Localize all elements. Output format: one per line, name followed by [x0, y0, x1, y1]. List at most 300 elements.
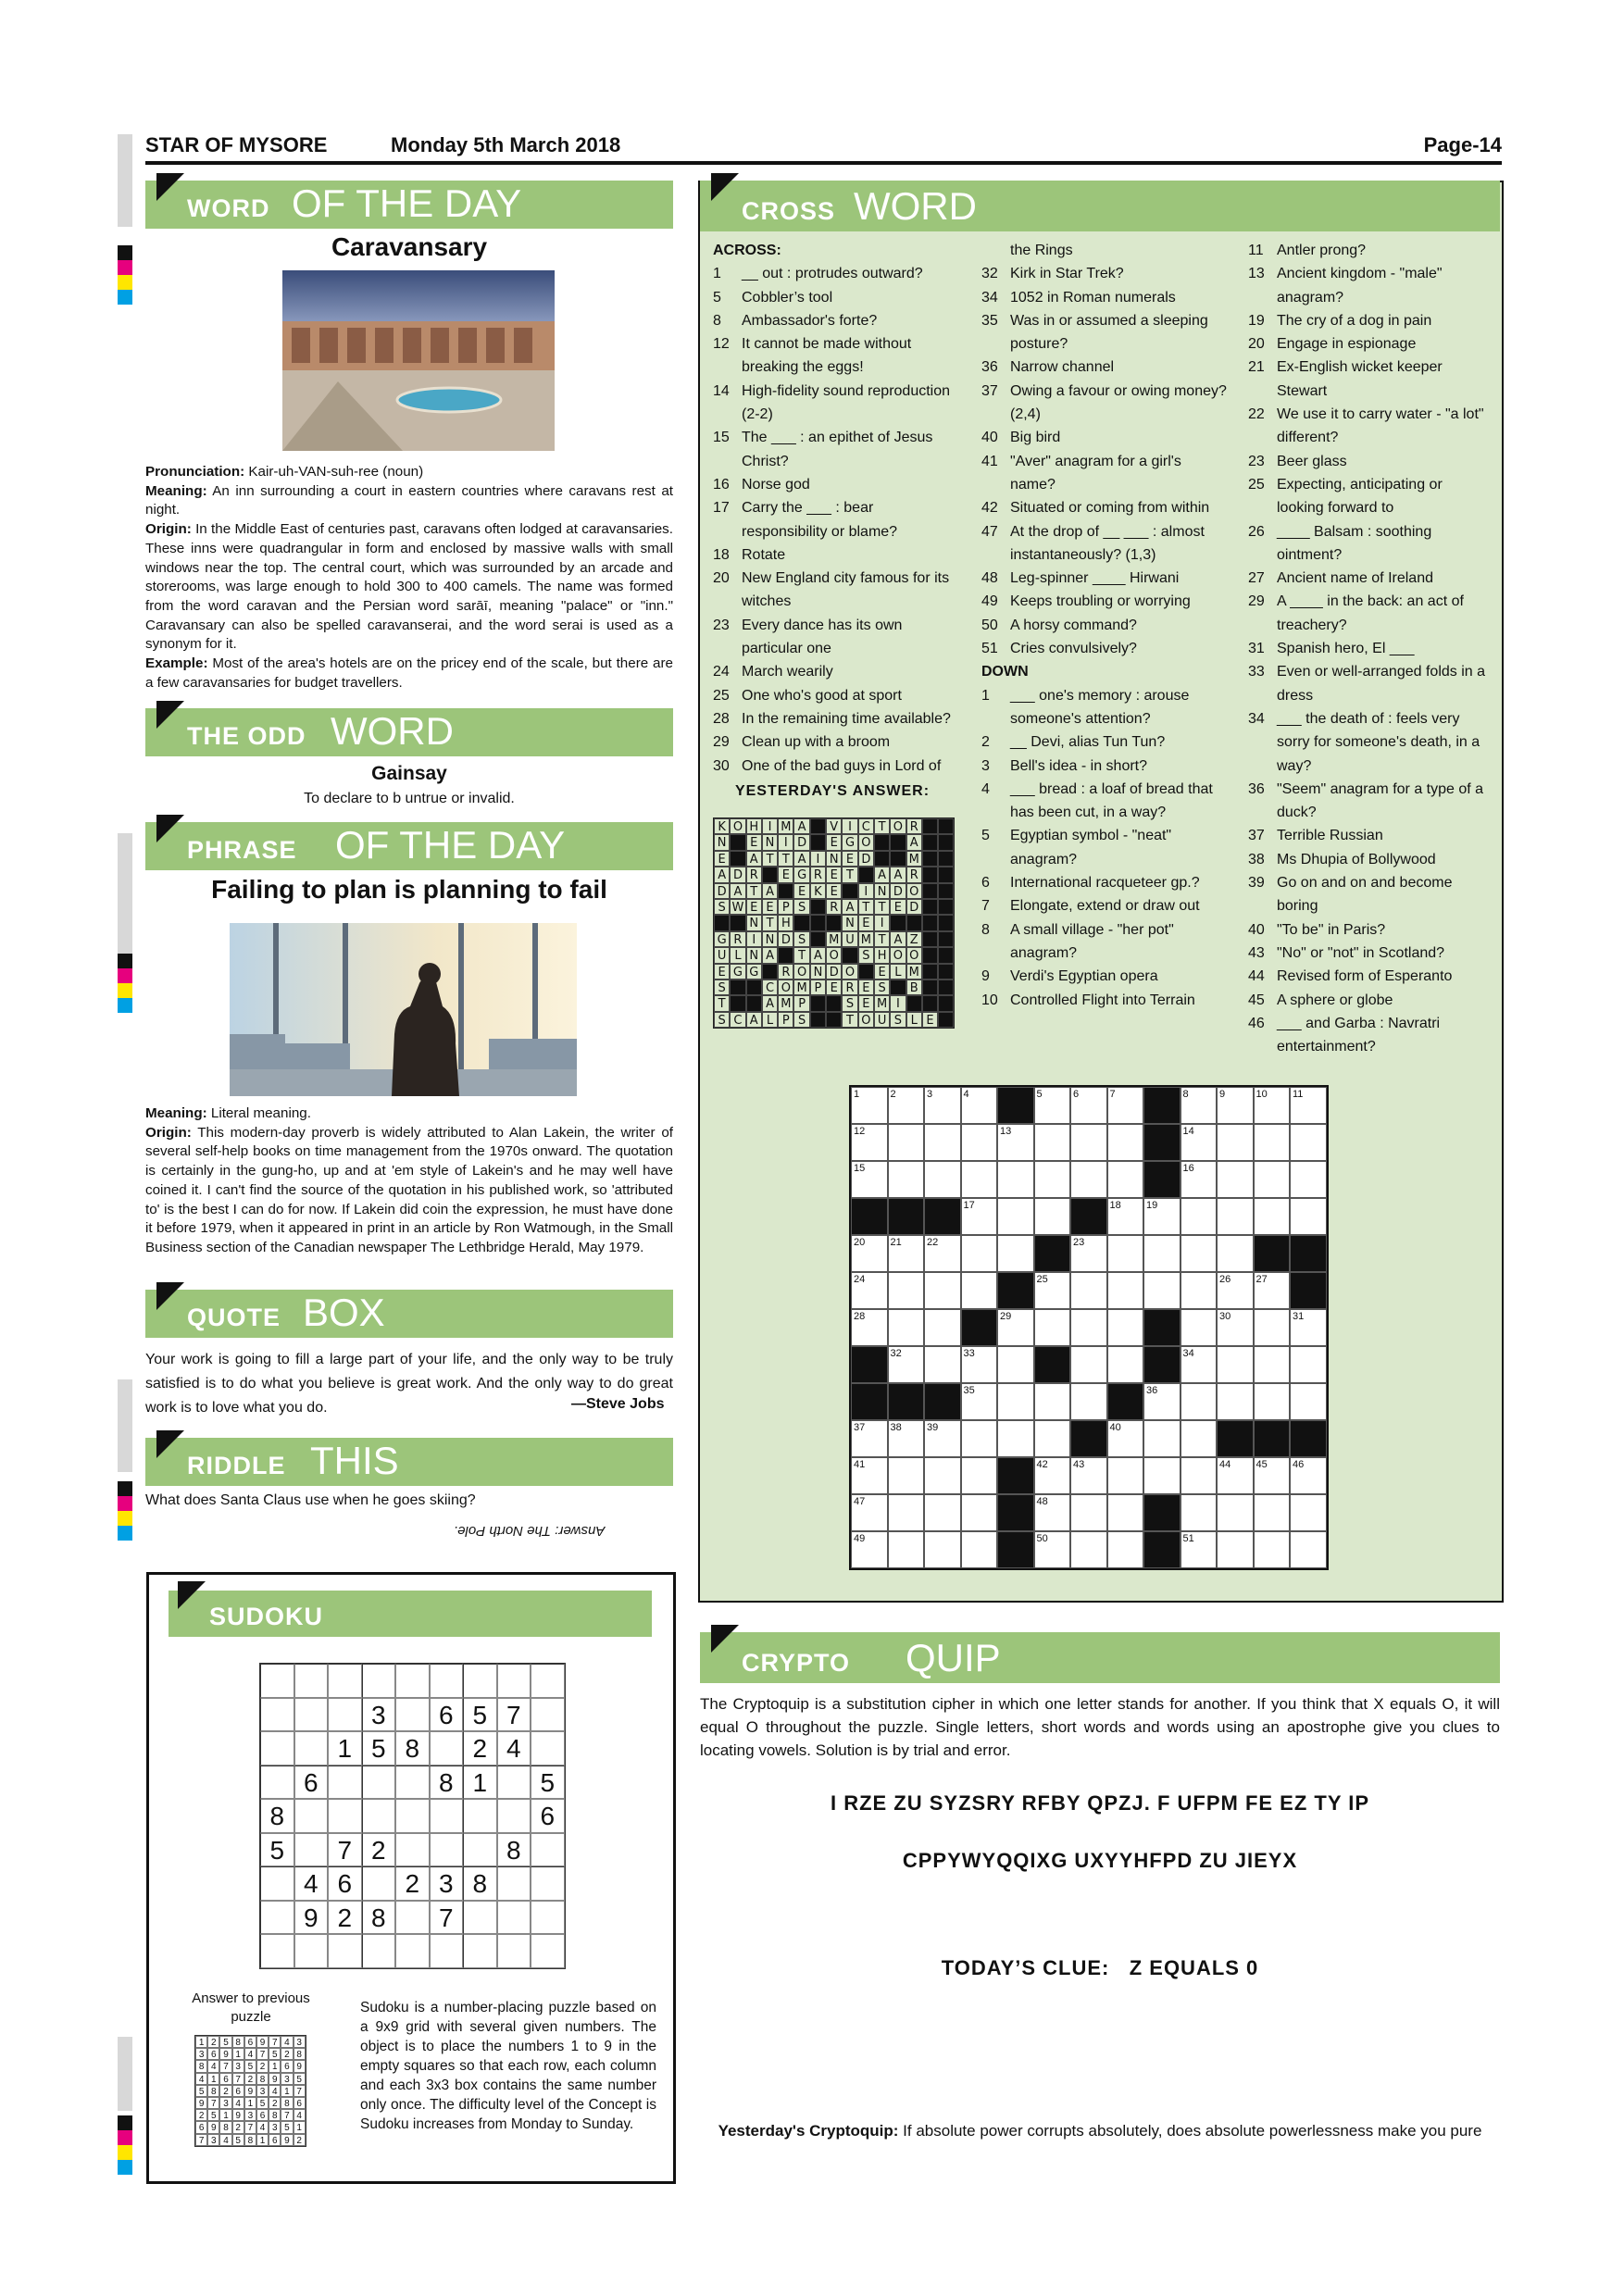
margin-bar	[118, 833, 132, 954]
clue-number: 18	[713, 546, 730, 563]
sudoku-cell[interactable]	[531, 1698, 565, 1732]
crossword-cell[interactable]	[1034, 1087, 1071, 1124]
crossword-cell[interactable]	[1181, 1235, 1218, 1272]
sudoku-cell[interactable]	[531, 1901, 565, 1935]
crossword-cell[interactable]	[1181, 1383, 1218, 1420]
crossword-cell[interactable]	[961, 1235, 998, 1272]
answer-cell: M	[906, 964, 922, 980]
crossword-cell[interactable]	[997, 1124, 1034, 1161]
answer-cell: E	[890, 899, 906, 915]
crossword-cell[interactable]	[851, 1309, 888, 1346]
answer-cell: O	[858, 1012, 874, 1028]
crossword-clue	[1248, 309, 1491, 332]
previous-sudoku-cell: 2	[232, 2121, 244, 2133]
crossword-cell[interactable]	[961, 1346, 998, 1383]
crossword-cell[interactable]	[961, 1457, 998, 1494]
answer-cell: I	[778, 834, 793, 850]
clue-number: 38	[1248, 851, 1265, 867]
cell-number: 6	[1073, 1089, 1080, 1100]
crossword-cell[interactable]	[924, 1309, 961, 1346]
sudoku-cell[interactable]	[362, 1866, 396, 1901]
word-of-day-details	[145, 463, 673, 693]
crossword-cell[interactable]	[924, 1272, 961, 1309]
crossword-cell[interactable]	[1107, 1198, 1144, 1235]
page-header	[145, 128, 1502, 165]
sudoku-cell[interactable]	[260, 1866, 294, 1901]
previous-sudoku-cell: 1	[269, 2060, 281, 2072]
crossword-cell[interactable]	[1181, 1494, 1218, 1531]
sudoku-cell[interactable]	[260, 1766, 294, 1800]
previous-sudoku-cell: 5	[219, 2036, 231, 2048]
crossword-cell[interactable]	[1181, 1161, 1218, 1198]
previous-sudoku-cell: 3	[195, 2048, 207, 2060]
crossword-clue	[713, 755, 952, 778]
crossword-cell[interactable]	[1034, 1272, 1071, 1309]
crossword-cell[interactable]	[1290, 1124, 1327, 1161]
crossword-cell[interactable]	[1181, 1087, 1218, 1124]
crossword-cell[interactable]	[851, 1420, 888, 1457]
cell-number: 21	[890, 1237, 902, 1248]
crossword-cell[interactable]	[1254, 1198, 1291, 1235]
sudoku-cell[interactable]	[430, 1833, 464, 1867]
crossword-clue	[1248, 450, 1491, 473]
crossword-cell[interactable]	[1034, 1383, 1071, 1420]
crossword-cell[interactable]	[924, 1124, 961, 1161]
previous-sudoku-cell: 5	[281, 2121, 293, 2133]
crossword-cell[interactable]	[1181, 1198, 1218, 1235]
clue-text: Revised form of Esperanto	[1277, 968, 1453, 985]
crossword-cell[interactable]	[1034, 1309, 1071, 1346]
crossword-cell[interactable]	[851, 1272, 888, 1309]
crossword-cell[interactable]	[888, 1161, 925, 1198]
previous-sudoku-cell: 8	[269, 2109, 281, 2121]
crossword-cell[interactable]	[1217, 1198, 1254, 1235]
previous-sudoku-cell: 6	[256, 2109, 269, 2121]
crossword-cell[interactable]	[888, 1420, 925, 1457]
sudoku-cell[interactable]	[430, 1731, 464, 1766]
sudoku-cell[interactable]	[328, 1664, 362, 1698]
previous-sudoku-cell: 8	[219, 2121, 231, 2133]
crossword-cell[interactable]	[924, 1420, 961, 1457]
clue-text: ___ bread : a loaf of bread that has been cut, in a way?	[1010, 780, 1213, 821]
crossword-cell[interactable]	[961, 1272, 998, 1309]
sudoku-cell[interactable]	[531, 1833, 565, 1867]
answer-cell: T	[842, 1012, 857, 1028]
crossword-cell[interactable]	[1217, 1235, 1254, 1272]
crossword-cell[interactable]	[1217, 1309, 1254, 1346]
crossword-cell[interactable]	[1070, 1531, 1107, 1568]
answer-cell	[793, 915, 809, 930]
sudoku-cell[interactable]	[395, 1698, 430, 1732]
yesterday-answer-heading: YESTERDAY'S ANSWER:	[734, 782, 931, 799]
sudoku-cell[interactable]	[395, 1664, 430, 1698]
sudoku-cell[interactable]	[328, 1799, 362, 1833]
crossword-cell[interactable]	[1034, 1457, 1071, 1494]
crossword-cell[interactable]	[997, 1383, 1034, 1420]
sudoku-cell[interactable]	[294, 1731, 329, 1766]
crossword-cell[interactable]	[1034, 1198, 1071, 1235]
crossword-cell[interactable]	[1181, 1124, 1218, 1161]
sudoku-cell: 6	[430, 1698, 464, 1732]
answer-cell: S	[793, 931, 809, 947]
sudoku-cell[interactable]	[260, 1698, 294, 1732]
black-square	[1143, 1531, 1181, 1568]
answer-cell	[762, 964, 778, 980]
crossword-cell[interactable]	[924, 1494, 961, 1531]
crossword-cell[interactable]	[1254, 1272, 1291, 1309]
crossword-cell[interactable]	[1034, 1494, 1071, 1531]
meaning-label: Meaning:	[145, 1105, 207, 1121]
sudoku-cell[interactable]	[463, 1664, 497, 1698]
crossword-cell[interactable]	[851, 1235, 888, 1272]
cell-number: 51	[1182, 1533, 1194, 1544]
sudoku-cell[interactable]	[362, 1934, 396, 1968]
previous-sudoku-cell: 5	[195, 2085, 207, 2097]
crossword-cell[interactable]	[1143, 1420, 1181, 1457]
crossword-cell[interactable]	[1217, 1494, 1254, 1531]
crossword-cell[interactable]	[1070, 1272, 1107, 1309]
sudoku-cell[interactable]	[497, 1866, 531, 1901]
clue-number: 26	[1248, 523, 1265, 540]
crossword-cell[interactable]	[1290, 1087, 1327, 1124]
crossword-cell[interactable]	[1290, 1383, 1327, 1420]
sudoku-cell[interactable]	[294, 1664, 329, 1698]
crossword-cell[interactable]	[961, 1531, 998, 1568]
sudoku-cell[interactable]	[328, 1766, 362, 1800]
crossword-clue	[713, 332, 952, 380]
crossword-cell[interactable]	[961, 1383, 998, 1420]
sudoku-cell[interactable]	[463, 1934, 497, 1968]
previous-sudoku-cell: 1	[207, 2073, 219, 2085]
answer-cell: N	[746, 915, 762, 930]
sudoku-cell[interactable]	[294, 1799, 329, 1833]
sudoku-cell: 6	[328, 1866, 362, 1901]
crossword-clue	[981, 684, 1230, 731]
crossword-cell[interactable]	[1254, 1531, 1291, 1568]
crossword-cell[interactable]	[961, 1087, 998, 1124]
crossword-cell[interactable]	[1290, 1198, 1327, 1235]
sudoku-cell[interactable]	[531, 1664, 565, 1698]
sudoku-cell[interactable]	[430, 1934, 464, 1968]
crossword-cell[interactable]	[1143, 1383, 1181, 1420]
crossword-cell[interactable]	[1034, 1161, 1071, 1198]
crossword-cell[interactable]	[1254, 1346, 1291, 1383]
crossword-cell[interactable]	[1107, 1309, 1144, 1346]
sudoku-cell[interactable]	[531, 1934, 565, 1968]
crossword-cell[interactable]	[888, 1457, 925, 1494]
crossword-cell[interactable]	[888, 1087, 925, 1124]
answer-cell: S	[793, 899, 809, 915]
previous-sudoku-cell: 6	[195, 2121, 207, 2133]
crossword-cell[interactable]	[1254, 1457, 1291, 1494]
clue-text: ____ Balsam : soothing ointment?	[1277, 523, 1432, 563]
crossword-cell[interactable]	[1034, 1124, 1071, 1161]
sudoku-cell[interactable]	[395, 1833, 430, 1867]
clue-text: Situated or coming from within	[1010, 500, 1210, 517]
crossword-cell[interactable]	[1034, 1420, 1071, 1457]
crossword-clue	[981, 778, 1230, 825]
answer-cell: E	[874, 964, 890, 980]
answer-cell: O	[890, 947, 906, 963]
sudoku-cell[interactable]	[463, 1901, 497, 1935]
crossword-cell[interactable]	[1181, 1457, 1218, 1494]
crossword-cell[interactable]	[997, 1309, 1034, 1346]
crossword-cell[interactable]	[851, 1087, 888, 1124]
crossword-cell[interactable]	[888, 1124, 925, 1161]
sudoku-cell[interactable]	[395, 1799, 430, 1833]
crossword-cell[interactable]	[1181, 1346, 1218, 1383]
sudoku-cell[interactable]	[294, 1698, 329, 1732]
crossword-cell[interactable]	[961, 1161, 998, 1198]
sudoku-cell[interactable]	[531, 1866, 565, 1901]
crossword-cell[interactable]	[1290, 1494, 1327, 1531]
crossword-cell[interactable]	[888, 1346, 925, 1383]
answer-cell	[810, 834, 826, 850]
clue-text: Clean up with a broom	[742, 734, 891, 751]
clue-text: High-fidelity sound reproduction (2-2)	[742, 382, 951, 423]
crossword-grid[interactable]	[849, 1085, 1329, 1570]
sudoku-cell[interactable]	[260, 1901, 294, 1935]
cell-number: 31	[1293, 1311, 1305, 1322]
crossword-cell[interactable]	[1254, 1161, 1291, 1198]
crossword-cell[interactable]	[924, 1235, 961, 1272]
previous-sudoku-cell: 3	[269, 2121, 281, 2133]
crossword-cell[interactable]	[1107, 1531, 1144, 1568]
crossword-cell[interactable]	[1107, 1235, 1144, 1272]
previous-sudoku-cell: 2	[294, 2134, 306, 2146]
previous-sudoku-cell: 2	[244, 2073, 256, 2085]
crossword-cell[interactable]	[1217, 1383, 1254, 1420]
answer-cell: E	[746, 899, 762, 915]
answer-cell	[810, 899, 826, 915]
crossword-cell[interactable]	[1290, 1161, 1327, 1198]
crossword-cell[interactable]	[888, 1309, 925, 1346]
crossword-clue	[713, 262, 952, 285]
crossword-cell[interactable]	[1070, 1346, 1107, 1383]
crossword-cell[interactable]	[924, 1346, 961, 1383]
clue-text: Engage in espionage	[1277, 336, 1417, 353]
answer-cell: Z	[906, 931, 922, 947]
sudoku-cell[interactable]	[260, 1731, 294, 1766]
sudoku-cell: 6	[531, 1799, 565, 1833]
crossword-cell[interactable]	[1143, 1198, 1181, 1235]
crossword-cell[interactable]	[1181, 1309, 1218, 1346]
crossword-cell[interactable]	[924, 1161, 961, 1198]
crossword-cell[interactable]	[1107, 1346, 1144, 1383]
crossword-cell[interactable]	[851, 1457, 888, 1494]
crossword-cell[interactable]	[1217, 1346, 1254, 1383]
crossword-cell[interactable]	[1107, 1124, 1144, 1161]
sudoku-cell[interactable]	[362, 1664, 396, 1698]
clue-number: 1	[981, 687, 990, 704]
yesterday-crossword-grid	[713, 817, 955, 1029]
sudoku-cell[interactable]	[531, 1731, 565, 1766]
banner-title: THIS	[310, 1439, 399, 1482]
sudoku-cell[interactable]	[463, 1799, 497, 1833]
answer-cell: O	[890, 818, 906, 834]
clue-number: 43	[1248, 944, 1265, 961]
answer-cell	[730, 915, 745, 930]
previous-sudoku-cell: 4	[207, 2060, 219, 2072]
sudoku-cell[interactable]	[463, 1833, 497, 1867]
cell-number: 35	[963, 1385, 975, 1396]
black-square	[1034, 1346, 1071, 1383]
sudoku-cell[interactable]	[497, 1934, 531, 1968]
crossword-cell[interactable]	[924, 1457, 961, 1494]
example-text: Most of the area's hotels are on the pricey end of the scale, but there are a few caravansaries for budget travellers.	[145, 655, 673, 691]
crossword-cell[interactable]	[1290, 1457, 1327, 1494]
crossword-cell[interactable]	[1217, 1161, 1254, 1198]
answer-cell: G	[730, 964, 745, 980]
answer-cell: R	[746, 867, 762, 882]
margin-bar	[118, 134, 132, 227]
previous-sudoku-cell: 4	[294, 2109, 306, 2121]
sudoku-cell[interactable]	[395, 1934, 430, 1968]
crossword-cell[interactable]	[1034, 1531, 1071, 1568]
sudoku-cell[interactable]	[395, 1766, 430, 1800]
crossword-cell[interactable]	[888, 1494, 925, 1531]
answer-cell	[922, 931, 938, 947]
crossword-cell[interactable]	[888, 1272, 925, 1309]
crossword-cell[interactable]	[1070, 1235, 1107, 1272]
crossword-cell[interactable]	[851, 1124, 888, 1161]
crossword-clue	[1248, 965, 1491, 988]
crossword-cell[interactable]	[1070, 1383, 1107, 1420]
previous-sudoku-cell: 5	[256, 2097, 269, 2109]
crossword-cell[interactable]	[924, 1531, 961, 1568]
crossword-cell[interactable]	[1254, 1124, 1291, 1161]
crossword-cell[interactable]	[1107, 1087, 1144, 1124]
crossword-cell[interactable]	[888, 1531, 925, 1568]
previous-sudoku-cell: 4	[232, 2097, 244, 2109]
crossword-cell[interactable]	[997, 1161, 1034, 1198]
crossword-cell[interactable]	[1143, 1235, 1181, 1272]
clue-number: 42	[981, 500, 998, 517]
sudoku-cell[interactable]	[294, 1934, 329, 1968]
crossword-cell[interactable]	[1254, 1494, 1291, 1531]
crossword-cell[interactable]	[1254, 1383, 1291, 1420]
crossword-cell[interactable]	[1107, 1457, 1144, 1494]
crossword-clue	[1248, 262, 1491, 309]
crossword-cell[interactable]	[1143, 1272, 1181, 1309]
clue-text: "No" or "not" in Scotland?	[1277, 944, 1445, 961]
crossword-cell[interactable]	[1290, 1346, 1327, 1383]
crossword-clue	[1248, 473, 1491, 520]
crossword-cell[interactable]	[1290, 1531, 1327, 1568]
clue-number: 20	[1248, 336, 1265, 353]
crossword-cell[interactable]	[1217, 1087, 1254, 1124]
crossword-cell[interactable]	[997, 1346, 1034, 1383]
clue-text: A ____ in the back: an act of treachery?	[1277, 593, 1464, 633]
crossword-cell[interactable]	[1107, 1161, 1144, 1198]
black-square	[961, 1309, 998, 1346]
crossword-cell[interactable]	[997, 1420, 1034, 1457]
sudoku-cell[interactable]	[328, 1698, 362, 1732]
answer-cell: E	[826, 980, 842, 995]
answer-cell: R	[810, 867, 826, 882]
crossword-cell[interactable]	[997, 1235, 1034, 1272]
crossword-cell[interactable]	[1290, 1309, 1327, 1346]
sudoku-cell[interactable]	[497, 1799, 531, 1833]
clue-text: Spanish hero, El ___	[1277, 641, 1415, 657]
crossword-cell[interactable]	[1181, 1531, 1218, 1568]
crossword-cell[interactable]	[961, 1420, 998, 1457]
previous-sudoku-cell: 9	[294, 2060, 306, 2072]
sudoku-cell[interactable]	[294, 1833, 329, 1867]
sudoku-cell[interactable]	[430, 1799, 464, 1833]
crossword-cell[interactable]	[1070, 1161, 1107, 1198]
sudoku-cell[interactable]	[497, 1901, 531, 1935]
crossword-cell[interactable]	[1217, 1531, 1254, 1568]
crossword-cell[interactable]	[1181, 1420, 1218, 1457]
answer-cell: H	[778, 915, 793, 930]
answer-cell: R	[906, 818, 922, 834]
sudoku-cell[interactable]	[430, 1664, 464, 1698]
crossword-cell[interactable]	[1254, 1309, 1291, 1346]
clue-text: Antler prong?	[1277, 243, 1367, 258]
meaning-text: An inn surrounding a court in eastern countries where caravans rest at night.	[145, 482, 673, 518]
crossword-cell[interactable]	[1070, 1124, 1107, 1161]
crossword-cell[interactable]	[1217, 1124, 1254, 1161]
crossword-cell[interactable]	[1143, 1457, 1181, 1494]
crossword-cell[interactable]	[1217, 1457, 1254, 1494]
sudoku-cell[interactable]	[260, 1934, 294, 1968]
crossword-cell[interactable]	[851, 1494, 888, 1531]
sudoku-cell[interactable]	[260, 1664, 294, 1698]
crossword-cell[interactable]	[961, 1124, 998, 1161]
answer-cell: N	[826, 851, 842, 867]
sudoku-cell[interactable]	[497, 1664, 531, 1698]
crossword-cell[interactable]	[1070, 1087, 1107, 1124]
sudoku-cell[interactable]	[497, 1766, 531, 1800]
crossword-cell[interactable]	[1070, 1457, 1107, 1494]
black-square	[1143, 1161, 1181, 1198]
crossword-cell[interactable]	[1107, 1494, 1144, 1531]
crossword-cell[interactable]	[961, 1494, 998, 1531]
crossword-clue	[981, 614, 1230, 637]
black-square	[1290, 1235, 1327, 1272]
crossword-cell[interactable]	[1070, 1494, 1107, 1531]
crossword-cell[interactable]	[1107, 1420, 1144, 1457]
sudoku-cell[interactable]	[362, 1799, 396, 1833]
crossword-cell[interactable]	[851, 1531, 888, 1568]
clue-number: 23	[713, 617, 730, 633]
answer-cell: B	[906, 980, 922, 995]
sudoku-cell[interactable]	[362, 1766, 396, 1800]
crossword-cell[interactable]	[997, 1198, 1034, 1235]
answer-cell: R	[906, 867, 922, 882]
crossword-cell[interactable]	[1254, 1087, 1291, 1124]
sudoku-cell[interactable]	[328, 1934, 362, 1968]
crossword-cell[interactable]	[1070, 1309, 1107, 1346]
crossword-cell[interactable]	[961, 1198, 998, 1235]
crossword-cell[interactable]	[1181, 1272, 1218, 1309]
answer-cell: R	[730, 931, 745, 947]
answer-cell	[922, 899, 938, 915]
crossword-cell[interactable]	[851, 1161, 888, 1198]
clue-number: 20	[713, 570, 730, 587]
crossword-cell[interactable]	[924, 1087, 961, 1124]
answer-cell: E	[858, 995, 874, 1011]
answer-cell: A	[730, 883, 745, 899]
crossword-clue	[1248, 824, 1491, 847]
crossword-cell[interactable]	[1107, 1272, 1144, 1309]
crossword-cell[interactable]	[1217, 1272, 1254, 1309]
previous-sudoku-cell: 3	[207, 2134, 219, 2146]
sudoku-cell[interactable]	[395, 1901, 430, 1935]
crossword-cell[interactable]	[888, 1235, 925, 1272]
cell-number: 15	[854, 1163, 866, 1174]
